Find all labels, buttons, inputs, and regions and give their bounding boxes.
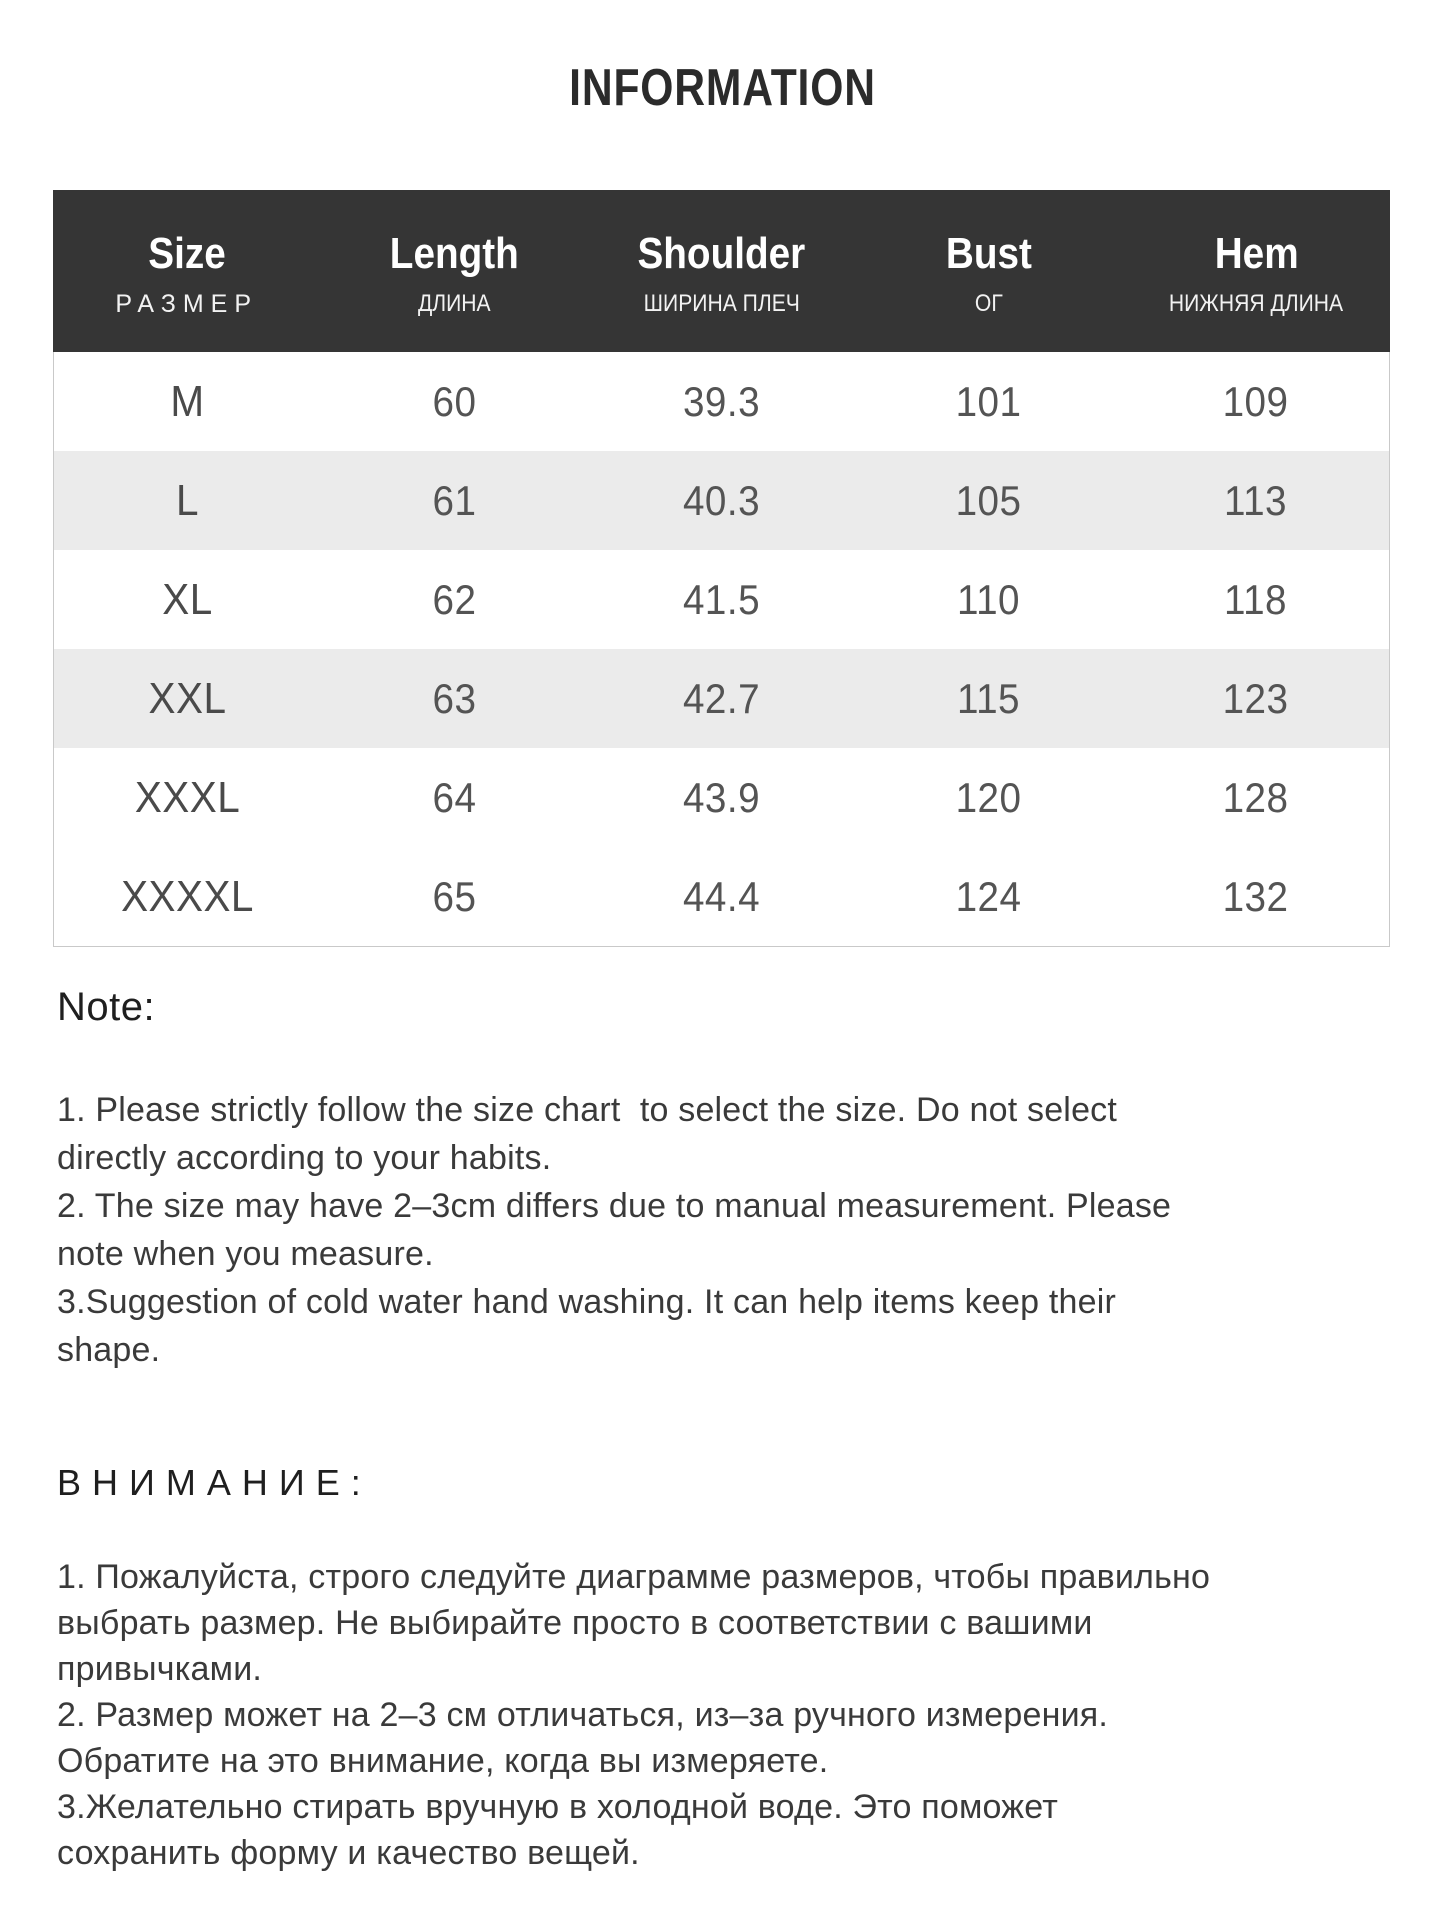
cell-length: 60 <box>432 377 477 425</box>
cell-bust: 105 <box>955 476 1022 524</box>
note-line: Обратите на это внимание, когда вы измеряете. <box>57 1742 829 1780</box>
cell-hem: 128 <box>1222 773 1289 821</box>
cell-hem: 113 <box>1224 476 1287 524</box>
header-label-length-en: Length <box>389 229 519 278</box>
note-line: 3.Желательно стирать вручную в холодной воде. Это поможет <box>57 1788 1058 1826</box>
cell-bust: 124 <box>955 872 1022 920</box>
table-row-m <box>54 352 1389 451</box>
header-label-bust-ru: ОГ <box>974 290 1003 317</box>
header-cell-bust <box>855 190 1122 352</box>
cell-size: XXL <box>148 673 227 723</box>
cell-size: XL <box>162 574 213 624</box>
note-line: note when you measure. <box>57 1235 434 1273</box>
note-line: shape. <box>57 1331 161 1369</box>
notes-russian-heading: ВНИМАНИЕ: <box>57 1462 372 1503</box>
note-line: directly according to your habits. <box>57 1139 552 1177</box>
table-row-xxxxl <box>54 847 1389 946</box>
table-row-l <box>54 451 1389 550</box>
notes-russian-section <box>57 1462 1397 1876</box>
header-label-hem-ru: НИЖНЯЯ ДЛИНА <box>1169 290 1344 317</box>
cell-length: 64 <box>432 773 477 821</box>
cell-length: 62 <box>432 575 477 623</box>
cell-hem: 109 <box>1222 377 1289 425</box>
cell-shoulder: 39.3 <box>682 377 761 425</box>
cell-shoulder: 42.7 <box>682 674 761 722</box>
note-line: выбрать размер. Не выбирайте просто в соответствии с вашими <box>57 1604 1093 1642</box>
header-cell-hem <box>1123 190 1390 352</box>
cell-length: 61 <box>432 476 477 524</box>
cell-size: XXXXL <box>121 871 254 921</box>
table-row-xxl <box>54 649 1389 748</box>
cell-shoulder: 44.4 <box>682 872 761 920</box>
note-line: 3.Suggestion of cold water hand washing. It can help items keep their <box>57 1283 1116 1321</box>
note-line: 2. Размер может на 2–3 см отличаться, из–за ручного измерения. <box>57 1696 1109 1734</box>
cell-shoulder: 40.3 <box>682 476 761 524</box>
note-line: 2. The size may have 2–3cm differs due to manual measurement. Please <box>57 1187 1172 1225</box>
header-label-shoulder-ru: ШИРИНА ПЛЕЧ <box>643 290 800 317</box>
note-line: 1. Пожалуйста, строго следуйте диаграмме размеров, чтобы правильно <box>57 1558 1211 1596</box>
header-label-bust-en: Bust <box>945 229 1032 278</box>
header-label-shoulder-en: Shoulder <box>637 229 806 278</box>
table-row-xl <box>54 550 1389 649</box>
header-label-length-ru: ДЛИНА <box>417 290 491 317</box>
header-label-size-en: Size <box>147 229 226 278</box>
cell-size: L <box>176 475 199 525</box>
header-label-size-ru: РАЗМЕР <box>115 290 259 318</box>
cell-bust: 110 <box>957 575 1020 623</box>
cell-hem: 118 <box>1224 575 1287 623</box>
notes-english-section <box>57 985 1397 1374</box>
cell-bust: 115 <box>957 674 1020 722</box>
page-title: INFORMATION <box>569 59 876 117</box>
header-cell-length <box>320 190 587 352</box>
table-header-row <box>53 190 1390 352</box>
note-line: сохранить форму и качество вещей. <box>57 1834 640 1872</box>
note-line: 1. Please strictly follow the size chart to select the size. Do not select <box>57 1091 1118 1129</box>
cell-hem: 123 <box>1222 674 1289 722</box>
cell-size: XXXL <box>134 772 241 822</box>
header-cell-shoulder <box>588 190 855 352</box>
size-chart-table <box>53 190 1390 947</box>
cell-bust: 101 <box>955 377 1022 425</box>
header-label-hem-en: Hem <box>1214 229 1299 278</box>
cell-length: 65 <box>432 872 477 920</box>
cell-hem: 132 <box>1222 872 1289 920</box>
notes-english-heading: Note: <box>57 985 156 1029</box>
table-row-xxxl <box>54 748 1389 847</box>
header-cell-size <box>53 190 320 352</box>
cell-length: 63 <box>432 674 477 722</box>
cell-bust: 120 <box>955 773 1022 821</box>
note-line: привычками. <box>57 1650 263 1688</box>
cell-shoulder: 43.9 <box>682 773 761 821</box>
cell-size: M <box>170 376 205 426</box>
cell-shoulder: 41.5 <box>682 575 761 623</box>
